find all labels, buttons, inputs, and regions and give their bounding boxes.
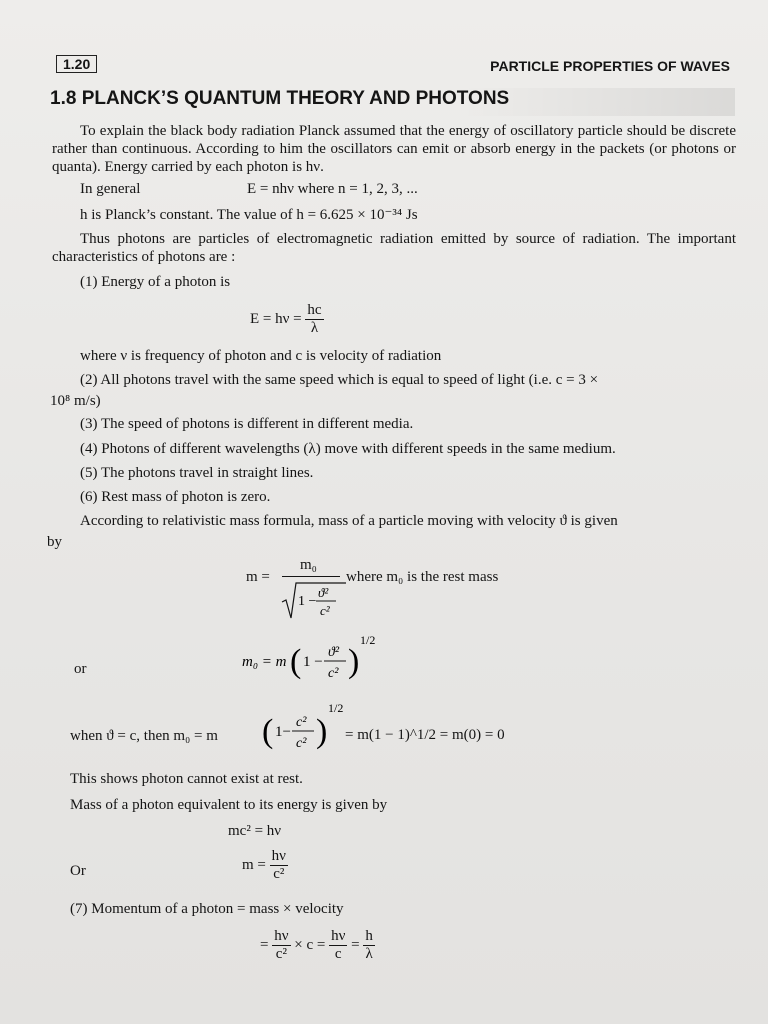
svg-text:ϑ²: ϑ² [328, 645, 340, 660]
general-label: In general [80, 181, 141, 197]
energy-fraction [305, 302, 323, 337]
section-heading-band [50, 88, 735, 116]
intro-paragraph: To explain the black body radiation Planck assumed that the energy of oscillatory particle should be discrete rather than continuous. According to him the oscillators can emit or absorb energy in the packets (or photons or quanta). Energy carried by each photon is hν. [52, 123, 736, 175]
energy-numerator: hc [307, 302, 322, 318]
item-3: (3) The speed of photons is different in different media. [80, 416, 414, 432]
item-6: (6) Rest mass of photon is zero. [80, 489, 271, 505]
page-number: 1.20 [56, 55, 97, 73]
svg-text:): ) [348, 643, 360, 680]
item-7: (7) Momentum of a photon = mass × velocity [70, 901, 344, 917]
photon-mass-fraction [270, 848, 288, 883]
svg-text:(: ( [262, 713, 274, 750]
svg-text:1 −: 1 − [303, 654, 323, 670]
mass-equivalence-text: Mass of a photon equivalent to its energy is given by [70, 797, 388, 813]
photon-mass-denominator: c² [273, 866, 285, 882]
relativistic-text: According to relativistic mass formula, mass of a particle moving with velocity ϑ is given [80, 513, 618, 529]
photon-rest-statement: This shows photon cannot exist at rest. [70, 771, 303, 787]
when-bracket-expression [262, 698, 352, 758]
momentum-frac-3-num: h [365, 928, 373, 944]
item-2-line-2: 10⁸ m/s) [50, 393, 101, 409]
mc2-equation: mc² = hν [228, 823, 282, 839]
item-1: (1) Energy of a photon is [80, 274, 231, 290]
svg-text:c²: c² [296, 715, 307, 730]
photon-mass-equation [242, 848, 288, 883]
svg-text:(: ( [290, 643, 302, 680]
momentum-frac-2-den: c [334, 946, 342, 962]
item-5: (5) The photons travel in straight lines. [80, 465, 314, 481]
photon-mass-lhs: m = [242, 856, 266, 873]
momentum-equation: = $\frac{h\nu}{\text{c²}}$ × c = $\frac{h\nu}{c}$ = $\frac{h}{\lambda}$ [260, 928, 373, 962]
rest-mass-equation-render [240, 630, 390, 690]
momentum-frac-1 [272, 928, 290, 963]
where-frequency: where ν is frequency of photon and c is velocity of radiation [80, 348, 442, 364]
svg-text:m₀ = m: m₀ = m [242, 654, 287, 670]
or-label-2: Or [70, 863, 86, 879]
photon-mass-numerator: hν [271, 848, 286, 864]
momentum-frac-3 [363, 928, 375, 963]
sqrt-expression [280, 580, 350, 622]
svg-text:c²: c² [296, 736, 307, 751]
rest-mass-note: where m₀ is the rest mass [346, 569, 499, 585]
mass-eq-lhs: m = [246, 569, 270, 585]
when-result: = m(1 − 1)^1/2 = m(0) = 0 [345, 727, 505, 743]
momentum-frac-3-den: λ [365, 946, 373, 962]
item-4: (4) Photons of different wavelengths (λ) move with different speeds in the same medium. [80, 441, 616, 457]
mass-eq-fraction-bar [282, 576, 340, 577]
energy-denominator: λ [310, 320, 319, 336]
item-2-line-1: (2) All photons travel with the same speed which is equal to speed of light (i.e. c = 3 × [80, 372, 599, 388]
when-prefix: when ϑ = c, then m₀ = m [70, 728, 218, 744]
svg-text:1/2: 1/2 [360, 633, 376, 647]
svg-text:1−: 1− [275, 724, 291, 740]
planck-constant-text: h is Planck’s constant. The value of h = 6.625 × 10⁻³⁴ Js [80, 207, 418, 223]
momentum-frac-1-den: c² [275, 946, 287, 962]
relativistic-by: by [47, 534, 62, 550]
svg-text:c²: c² [320, 603, 330, 618]
momentum-frac-2 [329, 928, 347, 963]
momentum-frac-1-num: hν [274, 928, 289, 944]
energy-equation [250, 302, 324, 337]
photons-paragraph: Thus photons are particles of electromagnetic radiation emitted by source of radiation. The important characteristics of photons are : [52, 231, 736, 265]
momentum-frac-2-num: hν [331, 928, 346, 944]
general-equation: E = nhν where n = 1, 2, 3, ... [247, 181, 418, 197]
mass-eq-numerator: m₀ [300, 557, 317, 573]
svg-text:): ) [316, 713, 328, 750]
svg-text:1/2: 1/2 [328, 701, 344, 715]
section-title: 1.8 PLANCK’S QUANTUM THEORY AND PHOTONS [50, 88, 510, 109]
svg-text:c²: c² [328, 666, 339, 681]
svg-text:1 −: 1 − [298, 594, 317, 609]
running-title: PARTICLE PROPERTIES OF WAVES [490, 58, 730, 74]
energy-eq-lhs: E = hν = [250, 310, 302, 327]
svg-text:ϑ²: ϑ² [318, 585, 329, 600]
or-label-1: or [74, 661, 87, 677]
